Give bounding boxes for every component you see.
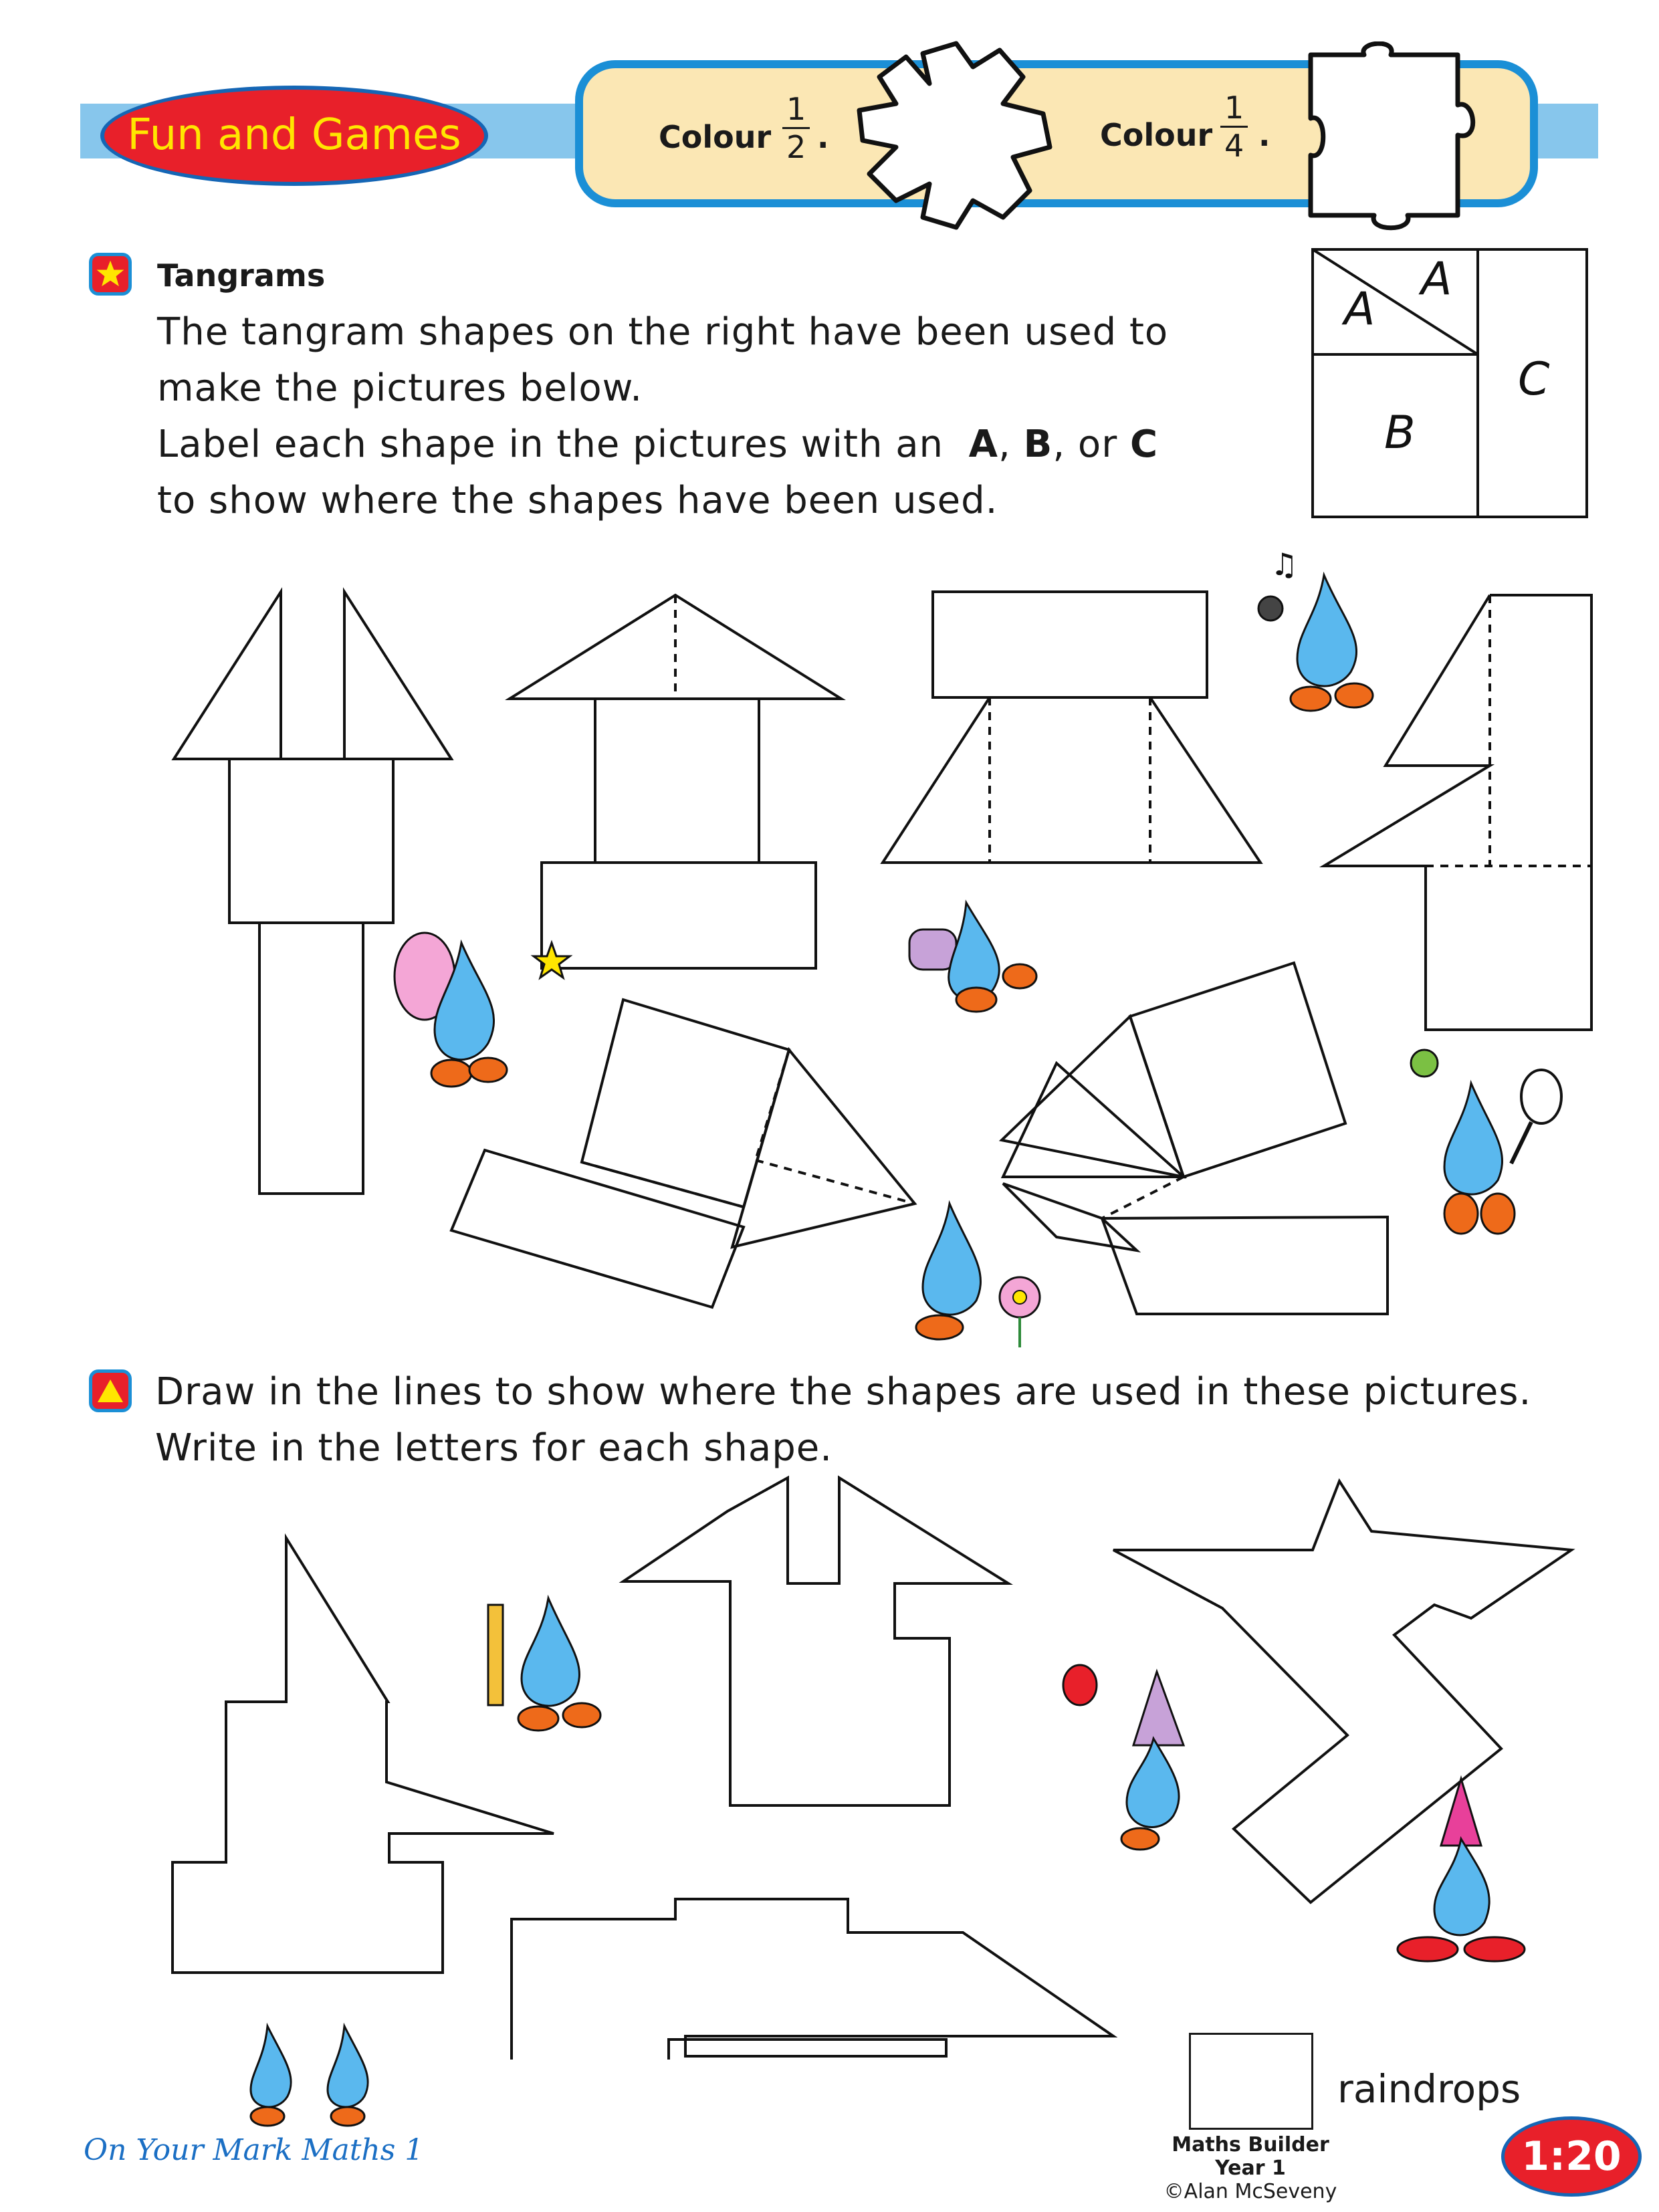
colour-quarter-label: Colour xyxy=(1100,117,1213,153)
fraction-quarter xyxy=(1220,90,1248,164)
period-half: . xyxy=(817,119,829,155)
letter-a: A xyxy=(968,423,999,466)
letter-b: B xyxy=(1023,423,1053,466)
outline-shape-2[interactable] xyxy=(623,1478,1008,1805)
picture-table[interactable] xyxy=(883,592,1260,863)
raindrop-clown-illustration xyxy=(1371,1772,1551,1966)
tangram-key xyxy=(1311,247,1591,528)
fraction-half-numerator: 1 xyxy=(782,94,810,129)
instruction-line-2: make the pictures below. xyxy=(157,366,643,410)
colour-half-label: Colour xyxy=(659,119,772,155)
raindrop-pair-illustration xyxy=(227,2019,401,2133)
tangram-instructions xyxy=(157,304,1227,529)
draw-line-1: Draw in the lines to show where the shapes are used in these pictures. xyxy=(155,1370,1532,1414)
section-heading-tangrams: Tangrams xyxy=(157,257,326,294)
music-note-icon: ♫ xyxy=(1270,548,1299,582)
star-icon xyxy=(92,256,128,292)
copyright-text: ©Alan McSeveny xyxy=(1164,2180,1337,2203)
triangle-badge-icon xyxy=(89,1369,132,1412)
fraction-quarter-numerator: 1 xyxy=(1220,92,1248,128)
book-credit xyxy=(1143,2133,1357,2203)
star-badge-icon xyxy=(89,253,132,296)
raindrop-flower-illustration xyxy=(876,1197,1063,1351)
key-label-a1: A xyxy=(1344,283,1375,336)
raindrops-score-box[interactable] xyxy=(1189,2033,1313,2130)
key-label-a2: A xyxy=(1421,253,1452,306)
page-number-badge: 1:20 xyxy=(1501,2116,1642,2197)
letter-c: C xyxy=(1130,423,1159,466)
book-title: Maths Builder Year 1 xyxy=(1172,2133,1329,2180)
raindrop-tennis-illustration xyxy=(1391,1043,1565,1244)
fraction-half-denominator: 2 xyxy=(786,129,806,165)
instruction-line-3-text: Label each shape in the pictures with an xyxy=(157,423,944,466)
raindrop-party-illustration xyxy=(1040,1658,1214,1852)
series-title: On Your Mark Maths 1 xyxy=(84,2133,424,2167)
instruction-line-1: The tangram shapes on the right have been used to xyxy=(157,310,1169,354)
separator-1: , xyxy=(998,423,1011,466)
outline-shape-4[interactable] xyxy=(512,1899,1113,2060)
draw-line-2: Write in the letters for each shape. xyxy=(155,1426,833,1470)
instruction-line-4: to show where the shapes have been used. xyxy=(157,479,998,522)
raindrop-singer-illustration xyxy=(1244,548,1398,715)
key-label-b: B xyxy=(1384,407,1416,459)
outline-pictures xyxy=(0,1458,1659,2060)
raindrops-label: raindrops xyxy=(1337,2066,1521,2112)
triangle-icon xyxy=(92,1373,128,1409)
period-quarter: . xyxy=(1258,117,1270,153)
jigsaw-piece-shape[interactable] xyxy=(1291,41,1491,235)
cross-puzzle-shape[interactable] xyxy=(849,40,1063,234)
raindrop-fairy-illustration xyxy=(388,929,575,1103)
raindrop-sleeping-illustration xyxy=(903,889,1063,1023)
page-title: Fun and Games xyxy=(127,110,461,160)
separator-2: , or xyxy=(1053,423,1118,466)
key-label-c: C xyxy=(1518,353,1550,406)
raindrop-pencil-illustration xyxy=(475,1591,615,1739)
picture-rocket[interactable] xyxy=(174,592,451,1194)
fraction-half xyxy=(782,91,810,165)
fraction-quarter-denominator: 4 xyxy=(1224,128,1244,164)
instruction-line-3 xyxy=(157,417,1227,473)
picture-house[interactable] xyxy=(510,595,841,968)
